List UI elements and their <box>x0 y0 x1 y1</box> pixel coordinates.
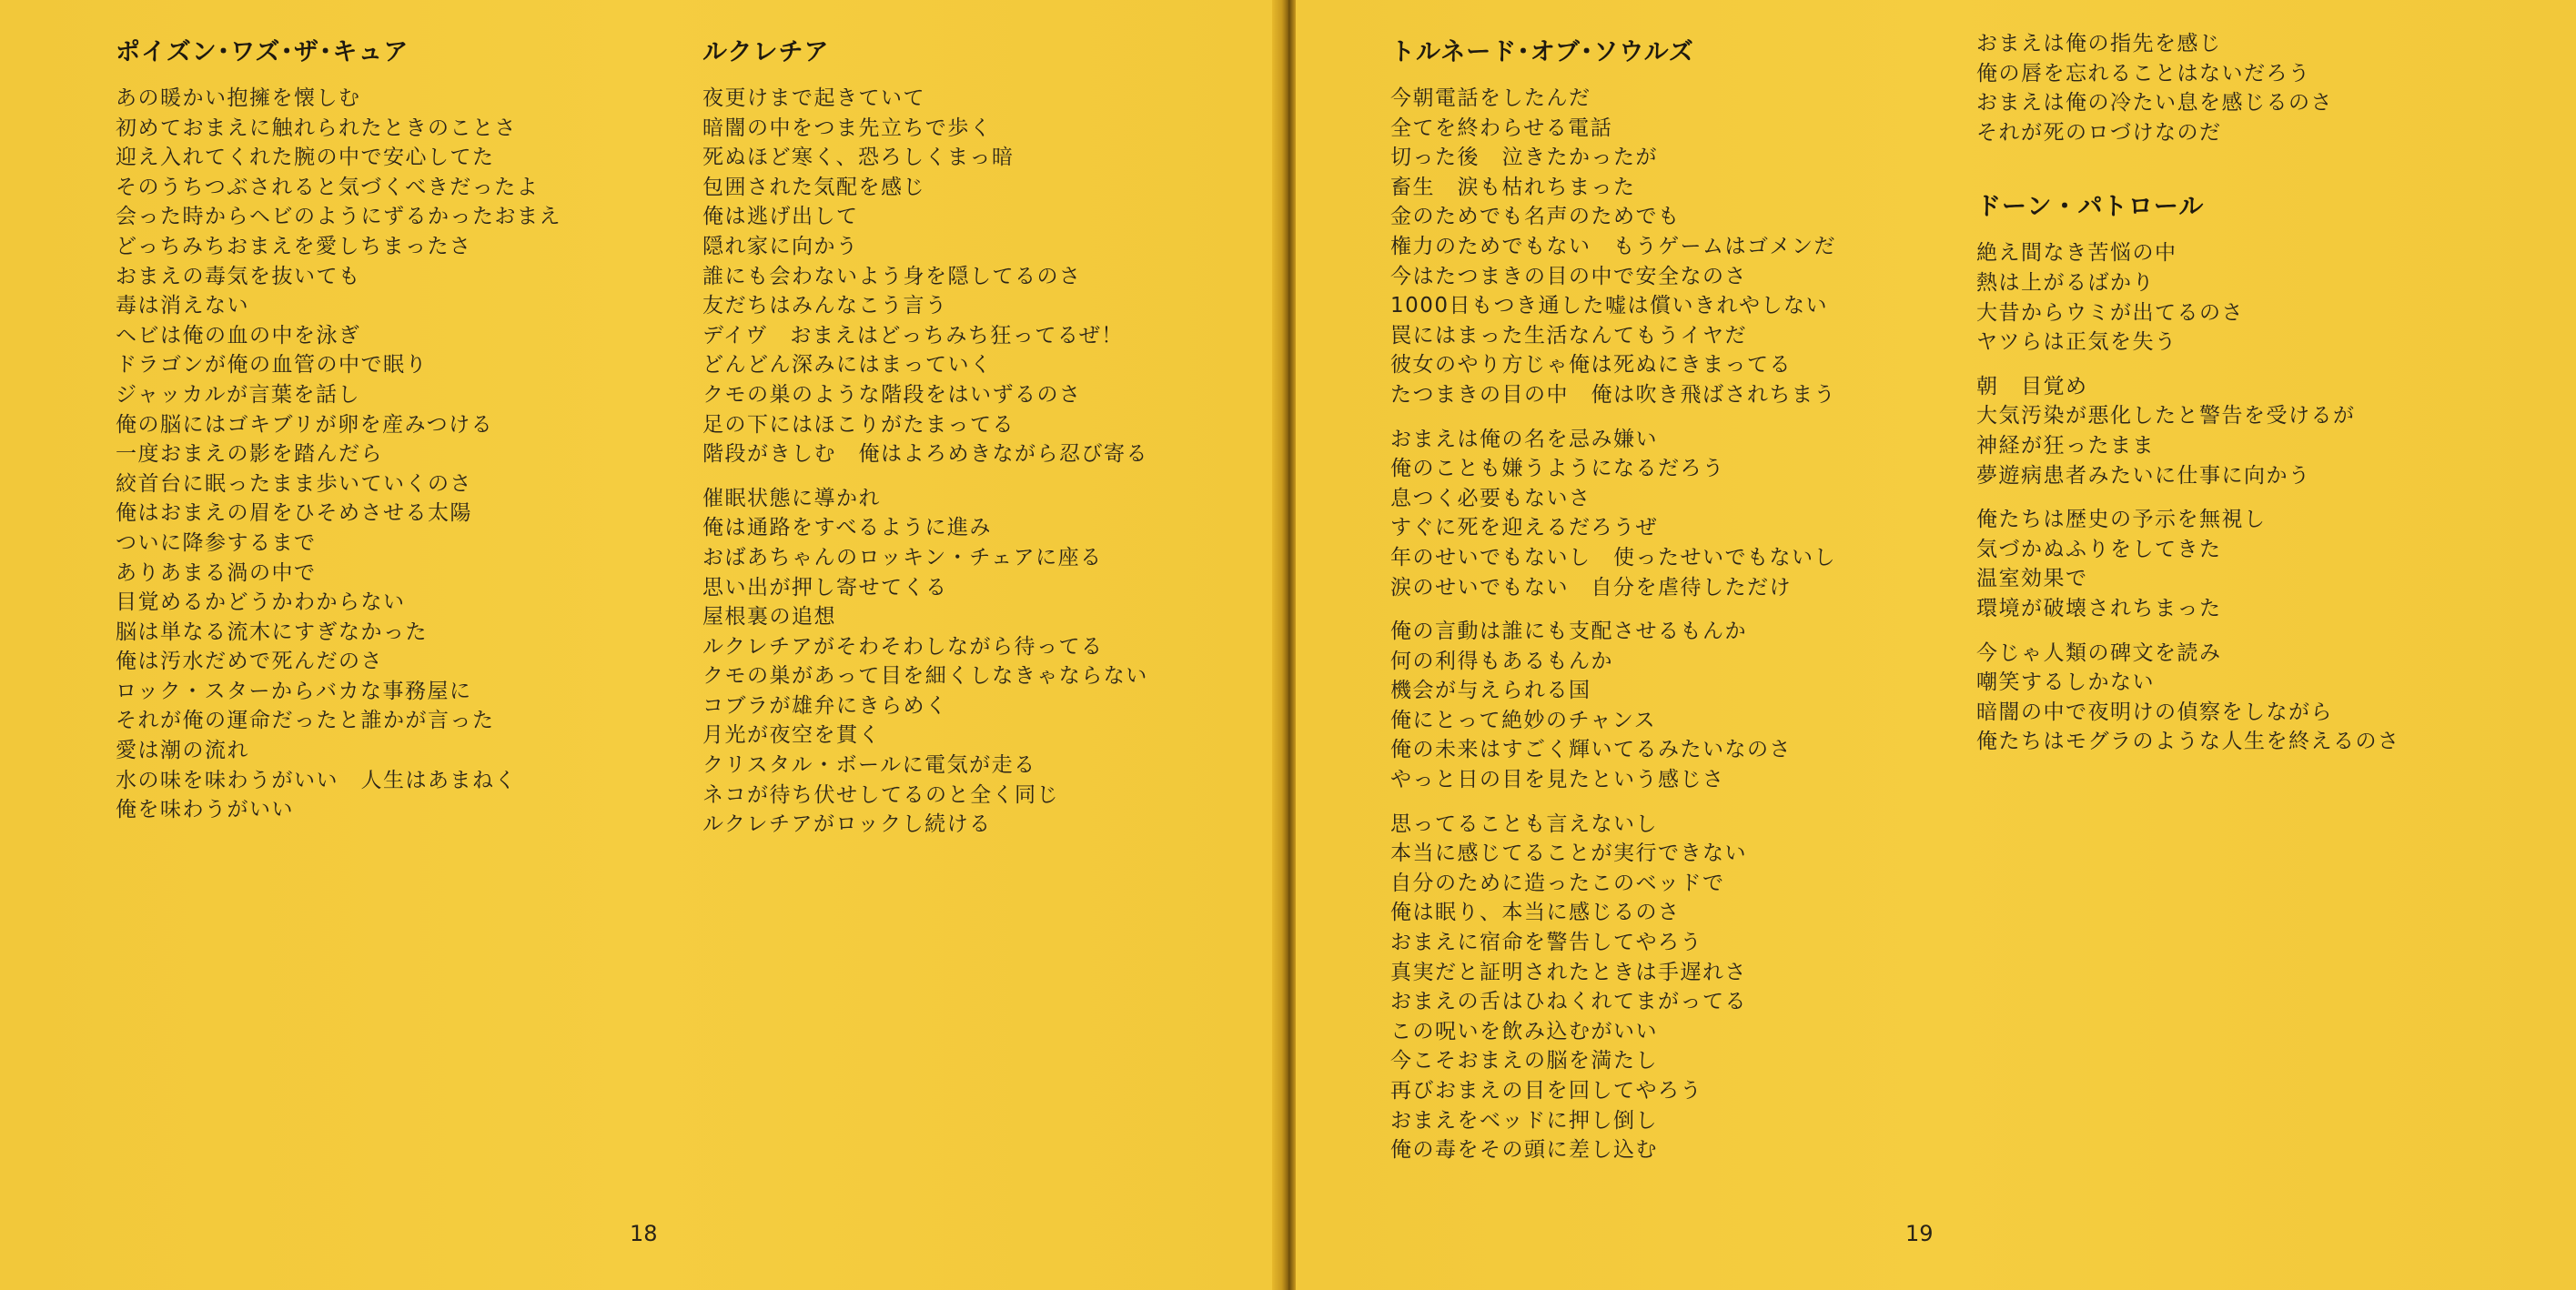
stanza <box>1390 84 1836 410</box>
lyric-line: コブラが雄弁にきらめく <box>702 693 948 718</box>
stanza <box>1976 29 2400 147</box>
lyric-line: 思い出が押し寄せてくる <box>702 575 948 600</box>
lyric-line: 真実だと証明されたときは手遅れさ <box>1390 960 1747 984</box>
song-title: ルクレチア <box>702 38 830 66</box>
left-page <box>0 0 1281 1290</box>
stanza <box>702 484 1148 840</box>
lyric-line: 熱は上がるばかり <box>1976 270 2155 295</box>
lyric-line: ルクレチアがそわそわしながら待ってる <box>702 634 1104 659</box>
lyric-line: 俺の唇を忘れることはないだろう <box>1976 61 2311 86</box>
lyric-line: おまえの毒気を抜いても <box>116 264 361 288</box>
song-column-right <box>1976 29 2400 771</box>
lyric-line: 俺はおまえの眉をひそめさせる太陽 <box>116 501 472 526</box>
lyric-line: 俺を味わうがいい <box>116 798 294 822</box>
stanza <box>1390 425 1836 603</box>
lyric-line: 暗闇の中で夜明けの偵察をしながら <box>1976 700 2333 724</box>
lyric-line: 夢遊病患者みたいに仕事に向かう <box>1976 463 2311 488</box>
lyric-line: 涙のせいでもない 自分を虐待しただけ <box>1390 575 1792 600</box>
lyric-line: 階段がきしむ 俺はよろめきながら忍び寄る <box>702 442 1148 467</box>
lyric-line: デイヴ おまえはどっちみち狂ってるぜ！ <box>702 323 1124 348</box>
lyric-line: 息つく必要もないさ <box>1390 486 1591 510</box>
lyric-line: 思ってることも言えないし <box>1390 811 1658 836</box>
lyric-line: ヘビは俺の血の中を泳ぎ <box>116 323 361 348</box>
lyric-line: 暗闇の中をつま先立ちで歩く <box>702 116 993 140</box>
lyric-line: 自分のために造ったこのベッドで <box>1390 871 1725 895</box>
song-title: トルネード･オブ･ソウルズ <box>1390 38 1694 66</box>
stanza <box>1976 505 2400 623</box>
lyric-line: 切った後 泣きたかったが <box>1390 146 1658 170</box>
lyric-line: おまえをベッドに押し倒し <box>1390 1108 1658 1133</box>
lyric-line: ルクレチアがロックし続ける <box>702 812 992 837</box>
stanza <box>1976 372 2400 490</box>
lyric-line: 神経が狂ったまま <box>1976 433 2155 458</box>
lyric-line: 再びおまえの目を回してやろう <box>1390 1079 1702 1103</box>
lyric-line: 俺の未来はすごく輝いてるみたいなのさ <box>1390 738 1792 762</box>
page-number: 19 <box>1905 1221 1934 1246</box>
lyric-line: 足の下にはほこりがたまってる <box>702 412 1015 437</box>
lyric-line: 年のせいでもないし 使ったせいでもないし <box>1390 545 1836 569</box>
lyric-line: おまえに宿命を警告してやろう <box>1390 931 1702 955</box>
lyric-line: 友だちはみんなこう言う <box>702 294 948 318</box>
lyric-line: それが俺の運命だったと誰かが言った <box>116 709 495 733</box>
lyric-line: 今朝電話をしたんだ <box>1390 86 1591 110</box>
lyric-line: 俺のことも嫌うようになるだろう <box>1390 457 1725 481</box>
stanza <box>116 84 561 825</box>
lyric-line: 俺たちはモグラのような人生を終えるのさ <box>1976 730 2400 754</box>
lyric-line: 大気汚染が悪化したと警告を受けるが <box>1976 404 2356 428</box>
lyric-line: 絶え間なき苦悩の中 <box>1976 241 2177 266</box>
lyric-line: 温室効果で <box>1976 567 2088 591</box>
lyric-line: 彼女のやり方じゃ俺は死ぬにきまってる <box>1390 353 1792 378</box>
page-number: 18 <box>630 1221 658 1246</box>
song-title: ポイズン･ワズ･ザ･キュア <box>116 38 409 66</box>
lyric-line: 俺は眠り、本当に感じるのさ <box>1390 901 1681 925</box>
lyric-line: 大昔からウミが出てるのさ <box>1976 300 2244 325</box>
lyric-line: 誰にも会わないよう身を隠してるのさ <box>702 264 1082 288</box>
lyric-line: おまえは俺の冷たい息を感じるのさ <box>1976 91 2333 116</box>
lyric-line: そのうちつぶされると気づくべきだったよ <box>116 175 540 199</box>
lyric-line: クリスタル・ボールに電気が走る <box>702 753 1036 778</box>
lyric-line: ジャッカルが言葉を話し <box>116 382 361 407</box>
lyric-line: 愛は潮の流れ <box>116 739 249 763</box>
lyric-line: 1000日もつき通した嘘は償いきれやしない <box>1390 294 1829 318</box>
lyric-line: ありあまる渦の中で <box>116 560 317 585</box>
lyric-line: どんどん深みにはまっていく <box>702 353 993 378</box>
lyric-line: 絞首台に眠ったまま歩いていくのさ <box>116 471 472 496</box>
lyric-line: 金のためでも名声のためでも <box>1390 205 1681 229</box>
right-page <box>1296 0 2576 1290</box>
lyric-line: 俺は汚水だめで死んだのさ <box>116 650 383 674</box>
lyric-line: ネコが待ち伏せしてるのと全く同じ <box>702 782 1059 807</box>
lyric-line: 脳は単なる流木にすぎなかった <box>116 620 428 644</box>
lyric-line: 俺にとって絶妙のチャンス <box>1390 708 1657 732</box>
lyric-line: 畜生 涙も枯れちまった <box>1390 175 1636 199</box>
lyric-line: 今はたつまきの目の中で安全なのさ <box>1390 264 1747 288</box>
lyric-line: おまえは俺の名を忌み嫌い <box>1390 427 1658 451</box>
lyric-line: あの暖かい抱擁を懐しむ <box>116 86 361 110</box>
lyric-line: この呪いを飲み込むがいい <box>1390 1019 1658 1043</box>
lyric-line: 朝 目覚め <box>1976 374 2088 398</box>
stanza <box>702 84 1148 469</box>
lyric-line: 権力のためでもない もうゲームはゴメンだ <box>1390 234 1836 258</box>
lyric-line: 催眠状態に導かれ <box>702 486 881 510</box>
lyric-line: 夜更けまで起きていて <box>702 86 925 110</box>
song-column-tornado <box>1390 38 1836 1180</box>
lyric-line: それが死のロづけなのだ <box>1976 120 2222 145</box>
lyric-line: 何の利得もあるもんか <box>1390 649 1613 673</box>
lyric-line: 今じゃ人類の碑文を読み <box>1976 640 2222 665</box>
lyric-line: 俺は通路をすべるように進み <box>702 516 993 540</box>
lyric-line: 俺の脳にはゴキブリが卵を産みつける <box>116 412 494 437</box>
lyric-line: 環境が破壊されちまった <box>1976 596 2222 620</box>
lyric-line: 一度おまえの影を踏んだら <box>116 442 383 467</box>
lyric-line: 俺の毒をその頭に差し込む <box>1390 1138 1658 1163</box>
lyric-line: 屋根裏の追想 <box>702 605 836 630</box>
lyric-line: 目覚めるかどうかわからない <box>116 590 406 615</box>
lyric-line: 迎え入れてくれた腕の中で安心してた <box>116 146 495 170</box>
lyric-line: クモの巣があって目を細くしなきゃならない <box>702 664 1148 689</box>
lyric-line: ヤツらは正気を失う <box>1976 330 2177 355</box>
lyric-line: どっちみちおまえを愛しちまったさ <box>116 234 472 258</box>
lyric-line: 隠れ家に向かう <box>702 234 859 258</box>
stanza <box>1976 639 2400 757</box>
lyric-line: 会った時からヘビのようにずるかったおまえ <box>116 205 561 229</box>
lyric-line: 水の味を味わうがいい 人生はあまねく <box>116 768 517 792</box>
lyric-line: ついに降参するまで <box>116 530 317 555</box>
lyric-line: すぐに死を迎えるだろうぜ <box>1390 516 1658 540</box>
lyric-line: 死ぬほど寒く、恐ろしくまっ暗 <box>702 146 1015 170</box>
lyric-line: 毒は消えない <box>116 294 249 318</box>
lyric-line: 本当に感じてることが実行できない <box>1390 842 1747 866</box>
stanza <box>1976 238 2400 357</box>
lyric-line: やっと日の目を見たという感じさ <box>1390 768 1725 792</box>
lyric-line: クモの巣のような階段をはいずるのさ <box>702 382 1082 407</box>
song-column-poison <box>116 38 561 840</box>
lyric-line: 月光が夜空を貫く <box>702 723 881 748</box>
lyric-line: 罠にはまった生活なんてもうイヤだ <box>1390 323 1747 348</box>
lyric-line: 今こそおまえの脳を満たし <box>1390 1049 1658 1073</box>
lyric-line: おまえは俺の指先を感じ <box>1976 32 2222 55</box>
lyric-line: ドラゴンが俺の血管の中で眠り <box>116 353 428 378</box>
lyric-line: 機会が与えられる国 <box>1390 679 1591 703</box>
lyric-line: 俺の言動は誰にも支配させるもんか <box>1390 620 1747 644</box>
lyric-line: 嘲笑するしかない <box>1976 670 2155 695</box>
lyric-line: 全てを終わらせる電話 <box>1390 116 1613 140</box>
lyric-line: たつまきの目の中 俺は吹き飛ばされちまう <box>1390 382 1836 407</box>
lyric-line: 気づかぬふりをしてきた <box>1976 537 2222 561</box>
lyric-line: おまえの舌はひねくれてまがってる <box>1390 990 1747 1014</box>
lyric-line: おばあちゃんのロッキン・チェアに座る <box>702 545 1103 569</box>
stanza <box>1390 810 1836 1165</box>
lyric-line: 俺たちは歴史の予示を無視し <box>1976 508 2267 532</box>
song-title: ドーン・パトロール <box>1976 193 2205 222</box>
lyric-line: 俺は逃げ出して <box>702 205 859 229</box>
stanza <box>1390 617 1836 795</box>
song-column-lucretia <box>702 38 1148 854</box>
lyric-line: ロック・スターからバカな事務屋に <box>116 679 472 703</box>
lyric-line: 包囲された気配を感じ <box>702 175 925 199</box>
lyric-line: 初めておまえに触れられたときのことさ <box>116 116 517 140</box>
tornado-continuation <box>1976 29 2400 147</box>
